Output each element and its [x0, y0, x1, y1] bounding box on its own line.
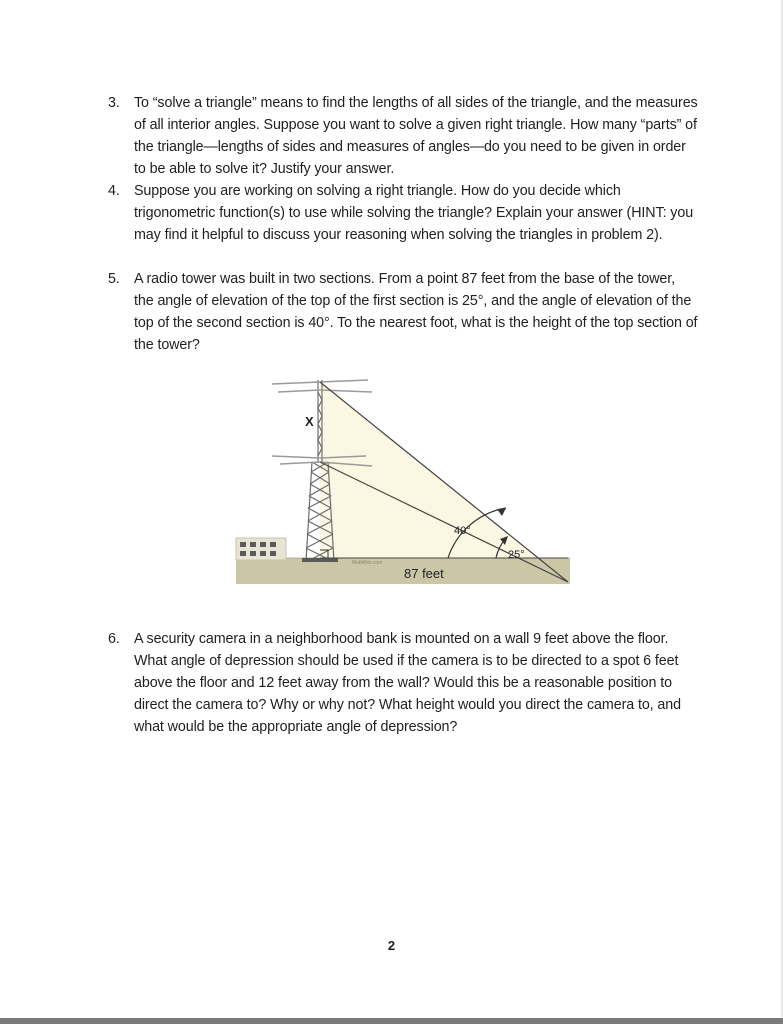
problem-text: A radio tower was built in two sections. From a point 87 feet from the base of the tower, the angle of elevation of the top of the first section is 25°, and the angle of elevation of the top of the second section is 40°. To the nearest foot, what is the height of the top section of the tower? — [134, 271, 698, 353]
problem-text: Suppose you are working on solving a right triangle. How do you decide which trigonometric function(s) to use while solving the triangle? Explain your answer (HINT: you may find it helpful to discuss your reasoning when solving the triangles in problem 2). — [134, 183, 694, 243]
label-angle-40: 40° — [454, 525, 471, 537]
problem-3 — [108, 92, 698, 180]
problem-text: A security camera in a neighborhood bank is mounted on a wall 9 feet above the floor. What angle of depression should be used if the camera is to be directed to a spot 6 feet above the floor and 12 feet away from the wall? Would this be a reasonable position to direct the camera to? Why or why not? What height would you direct the camera to, and what would be the appropriate angle of depression? — [134, 631, 681, 735]
label-x: X — [305, 414, 314, 429]
problem-number: 5. — [108, 271, 120, 287]
problem-number: 4. — [108, 183, 120, 199]
watermark: MathBits.com — [352, 560, 383, 566]
problem-6 — [108, 628, 698, 738]
tower-base — [302, 558, 338, 562]
ground — [236, 558, 570, 584]
building — [236, 538, 286, 560]
problem-4 — [108, 180, 698, 246]
bottom-bar — [0, 1018, 783, 1024]
problem-number: 3. — [108, 95, 120, 111]
problem-number: 6. — [108, 631, 120, 647]
problem-text: To “solve a triangle” means to find the lengths of all sides of the triangle, and the measures of all interior angles. Suppose you want to solve a given right triangle. How many “parts” of the triangle—lengths of sides and measures of angles—do you need to be given in order to be able to solve it? Justify your answer. — [134, 95, 698, 177]
problem-5 — [108, 268, 698, 356]
label-angle-25: 25° — [508, 549, 525, 561]
label-distance: 87 feet — [404, 566, 444, 581]
page-number: 2 — [387, 938, 396, 953]
radio-tower-diagram — [232, 378, 572, 586]
radio-tower-figure — [232, 378, 572, 586]
